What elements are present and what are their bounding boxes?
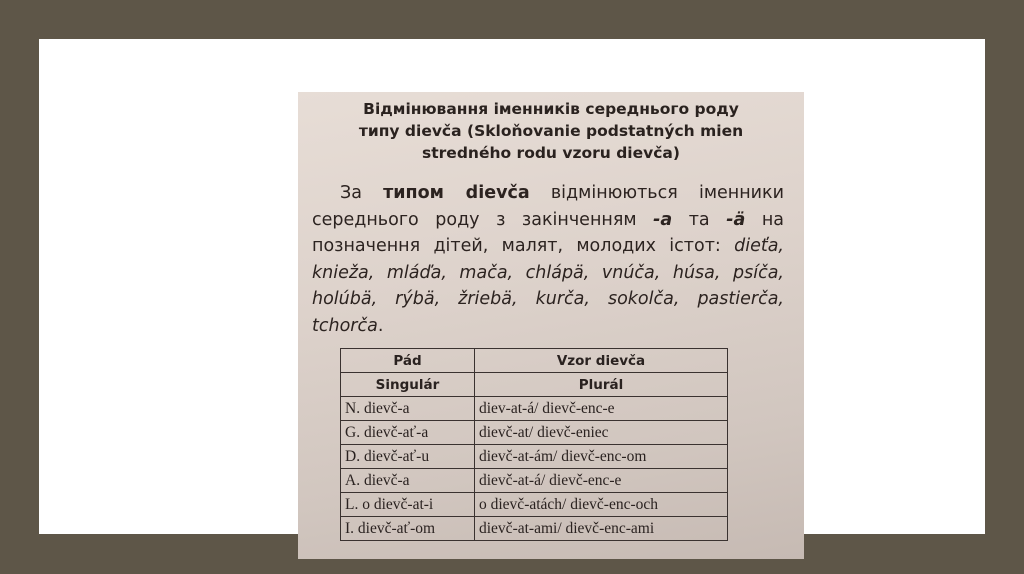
- table-row: [341, 517, 728, 541]
- singular-cell: N. dievč-a: [341, 397, 475, 421]
- heading-line-2: типу dievča (Skloňovanie podstatných mien: [358, 122, 744, 140]
- table-row: [341, 421, 728, 445]
- plural-cell: diev-at-á/ dievč-enc-e: [475, 397, 728, 421]
- plural-cell: dievč-at/ dievč-eniec: [475, 421, 728, 445]
- table-row: [341, 493, 728, 517]
- heading-line-3: stredného rodu vzoru dievča): [422, 144, 680, 162]
- plural-cell: o dievč-atách/ dievč-enc-och: [475, 493, 728, 517]
- textbook-photo: [298, 92, 804, 559]
- singular-cell: I. dievč-ať-om: [341, 517, 475, 541]
- para-bold-term: типом dievča: [383, 183, 530, 203]
- para-text-5: .: [377, 315, 384, 336]
- plural-cell: dievč-at-á/ dievč-enc-e: [475, 469, 728, 493]
- ending-a: -a: [653, 209, 673, 230]
- para-text-2: відмінюються іменники середнього роду з закінченням: [312, 183, 784, 230]
- singular-cell: D. dievč-ať-u: [341, 445, 475, 469]
- plural-cell: dievč-at-ám/ dievč-enc-om: [475, 445, 728, 469]
- declension-table: [340, 348, 728, 541]
- singular-cell: G. dievč-ať-a: [341, 421, 475, 445]
- table-subheader-row: [341, 373, 728, 397]
- singular-cell: L. o dievč-at-i: [341, 493, 475, 517]
- section-heading: [298, 98, 804, 164]
- plural-cell: dievč-at-ami/ dievč-enc-ami: [475, 517, 728, 541]
- table-row: [341, 469, 728, 493]
- slide: [39, 39, 985, 537]
- table-header-row: [341, 349, 728, 373]
- rule-paragraph: [312, 180, 784, 339]
- para-text-1: За: [340, 183, 384, 203]
- table-row: [341, 445, 728, 469]
- example-words: dieťa, knieža, mláďa, mača, chlápä, vnúča, húsa, psíča, holúbä, rýbä, žriebä, kurča, sokolča, pastierča, tchorča: [312, 236, 784, 336]
- table-row: [341, 397, 728, 421]
- header-singular: Singulár: [341, 373, 475, 397]
- header-pattern: Vzor dievča: [475, 349, 728, 373]
- heading-line-1: Відмінювання іменників середнього роду: [363, 100, 739, 118]
- para-text-4: на позначення дітей, малят, молодих істот:: [312, 209, 784, 256]
- para-text-3: та: [672, 209, 727, 230]
- header-case: Pád: [341, 349, 475, 373]
- header-plural: Plurál: [475, 373, 728, 397]
- singular-cell: A. dievč-a: [341, 469, 475, 493]
- ending-a-umlaut: -ä: [726, 209, 746, 230]
